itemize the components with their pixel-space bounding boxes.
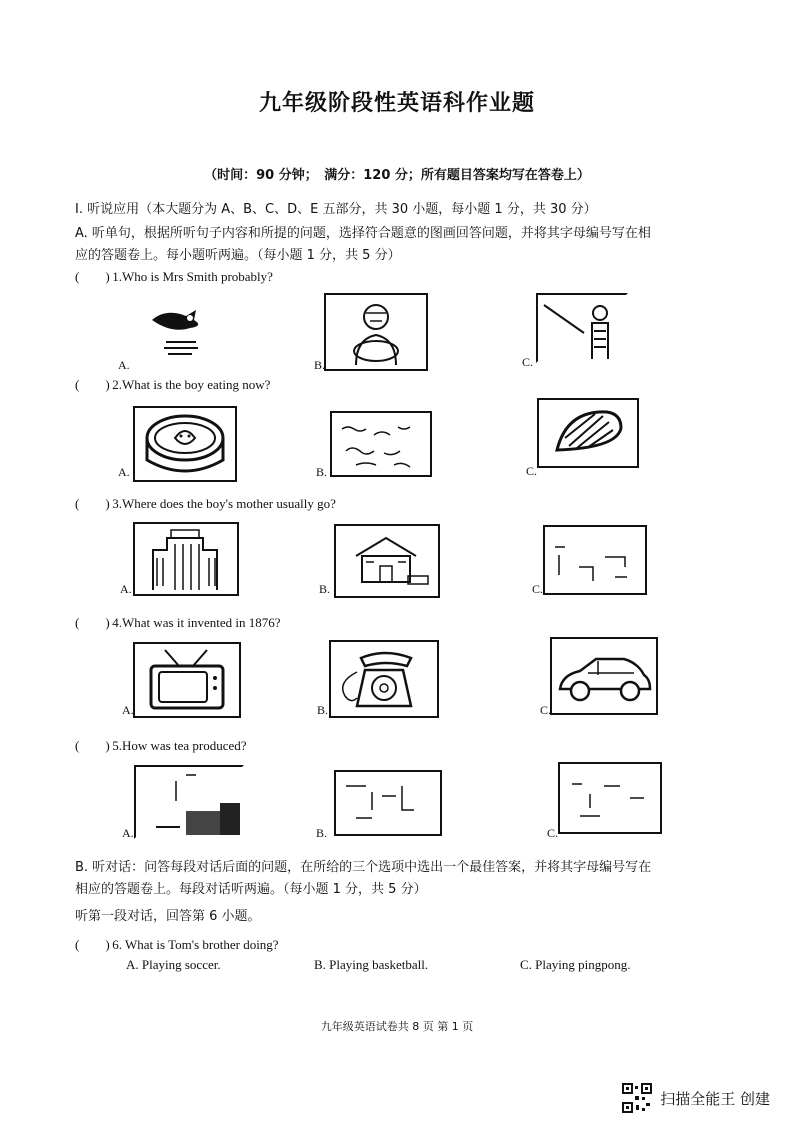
q2-option-a-label: A. [118, 465, 130, 479]
dialogue-intro: 听第一段对话，回答第 6 小题。 [75, 909, 261, 924]
part-b-instruction-1: B. 听对话：问答每段对话后面的问题，在所给的三个选项中选出一个最佳答案，并将其字母编号写在 [75, 860, 652, 875]
q1-option-a-picture [136, 296, 224, 370]
answer-blank[interactable]: ( ) [75, 377, 110, 392]
q5-option-b-label: B. [316, 826, 328, 840]
q5-option-a-picture [134, 765, 244, 839]
q3-option-b-label: B. [319, 582, 331, 596]
q1-option-c-label: C. [522, 355, 534, 369]
question-5 [75, 735, 247, 754]
q6-choice-a: A. Playing soccer. [126, 957, 221, 972]
q5-option-b-picture [334, 770, 442, 836]
section-heading: I. 听说应用（本大题分为 A、B、C、D、E 五部分，共 30 小题，每小题 1 分，共 30 分） [75, 202, 597, 217]
q2-option-b-label: B. [316, 465, 328, 479]
part-a-instruction-2: 应的答题卷上。每小题听两遍。（每小题 1 分，共 5 分） [75, 248, 401, 263]
q1-option-b-picture [324, 293, 428, 371]
q3-option-c-picture [543, 525, 647, 595]
q4-option-a-picture [133, 642, 241, 718]
question-text: 3.Where does the boy's mother usually go? [112, 496, 336, 511]
scanner-watermark [622, 1083, 770, 1113]
question-1 [75, 266, 273, 285]
page-title: 九年级阶段性英语科作业题 [258, 91, 535, 116]
q3-option-b-picture [334, 524, 440, 598]
question-3 [75, 493, 336, 512]
q1-option-c-picture [536, 293, 628, 363]
answer-blank[interactable]: ( ) [75, 615, 110, 630]
question-4 [75, 612, 281, 631]
part-a-instruction-1: A. 听单句，根据所听句子内容和所提的问题，选择符合题意的图画回答问题，并将其字母编号写在相 [75, 226, 651, 241]
page-footer: 九年级英语试卷共 8 页 第 1 页 [320, 1020, 474, 1033]
watermark-text: 扫描全能王 创建 [660, 1089, 770, 1108]
q1-option-b-label: B. [314, 358, 326, 372]
q6-choice-b: B. Playing basketball. [314, 957, 429, 972]
qr-code-icon [622, 1083, 652, 1113]
q5-option-c-picture [558, 762, 662, 834]
q5-option-c-label: C. [547, 826, 559, 840]
exam-info: （时间：90 分钟； 满分：120 分；所有题目答案均写在答卷上） [204, 168, 590, 183]
q1-option-a-label: A. [118, 358, 130, 372]
question-text: 4.What was it invented in 1876? [112, 615, 281, 630]
q3-option-a-picture [133, 522, 239, 596]
q2-option-c-picture [537, 398, 639, 468]
answer-blank[interactable]: ( ) [75, 496, 110, 511]
q6-choice-c: C. Playing pingpong. [520, 957, 631, 972]
q4-option-b-picture [329, 640, 439, 718]
answer-blank[interactable]: ( ) [75, 269, 110, 284]
q4-option-a-label: A. [122, 703, 134, 717]
q2-option-a-picture [133, 406, 237, 482]
question-6 [75, 934, 279, 953]
q3-option-a-label: A. [120, 582, 132, 596]
answer-blank[interactable]: ( ) [75, 738, 110, 753]
question-text: 6. What is Tom's brother doing? [112, 937, 279, 952]
question-2 [75, 374, 270, 393]
answer-blank[interactable]: ( ) [75, 937, 110, 952]
q2-option-b-picture [330, 411, 432, 477]
q4-option-b-label: B. [317, 703, 329, 717]
question-text: 5.How was tea produced? [112, 738, 247, 753]
question-text: 2.What is the boy eating now? [112, 377, 271, 392]
question-text: 1.Who is Mrs Smith probably? [112, 269, 273, 284]
q5-option-a-label: A. [122, 826, 134, 840]
q2-option-c-label: C. [526, 464, 538, 478]
q3-option-c-label: C. [532, 582, 544, 596]
part-b-instruction-2: 相应的答题卷上。每段对话听两遍。（每小题 1 分，共 5 分） [75, 882, 427, 897]
q4-option-c-label: C. [540, 703, 552, 717]
q4-option-c-picture [550, 637, 658, 715]
